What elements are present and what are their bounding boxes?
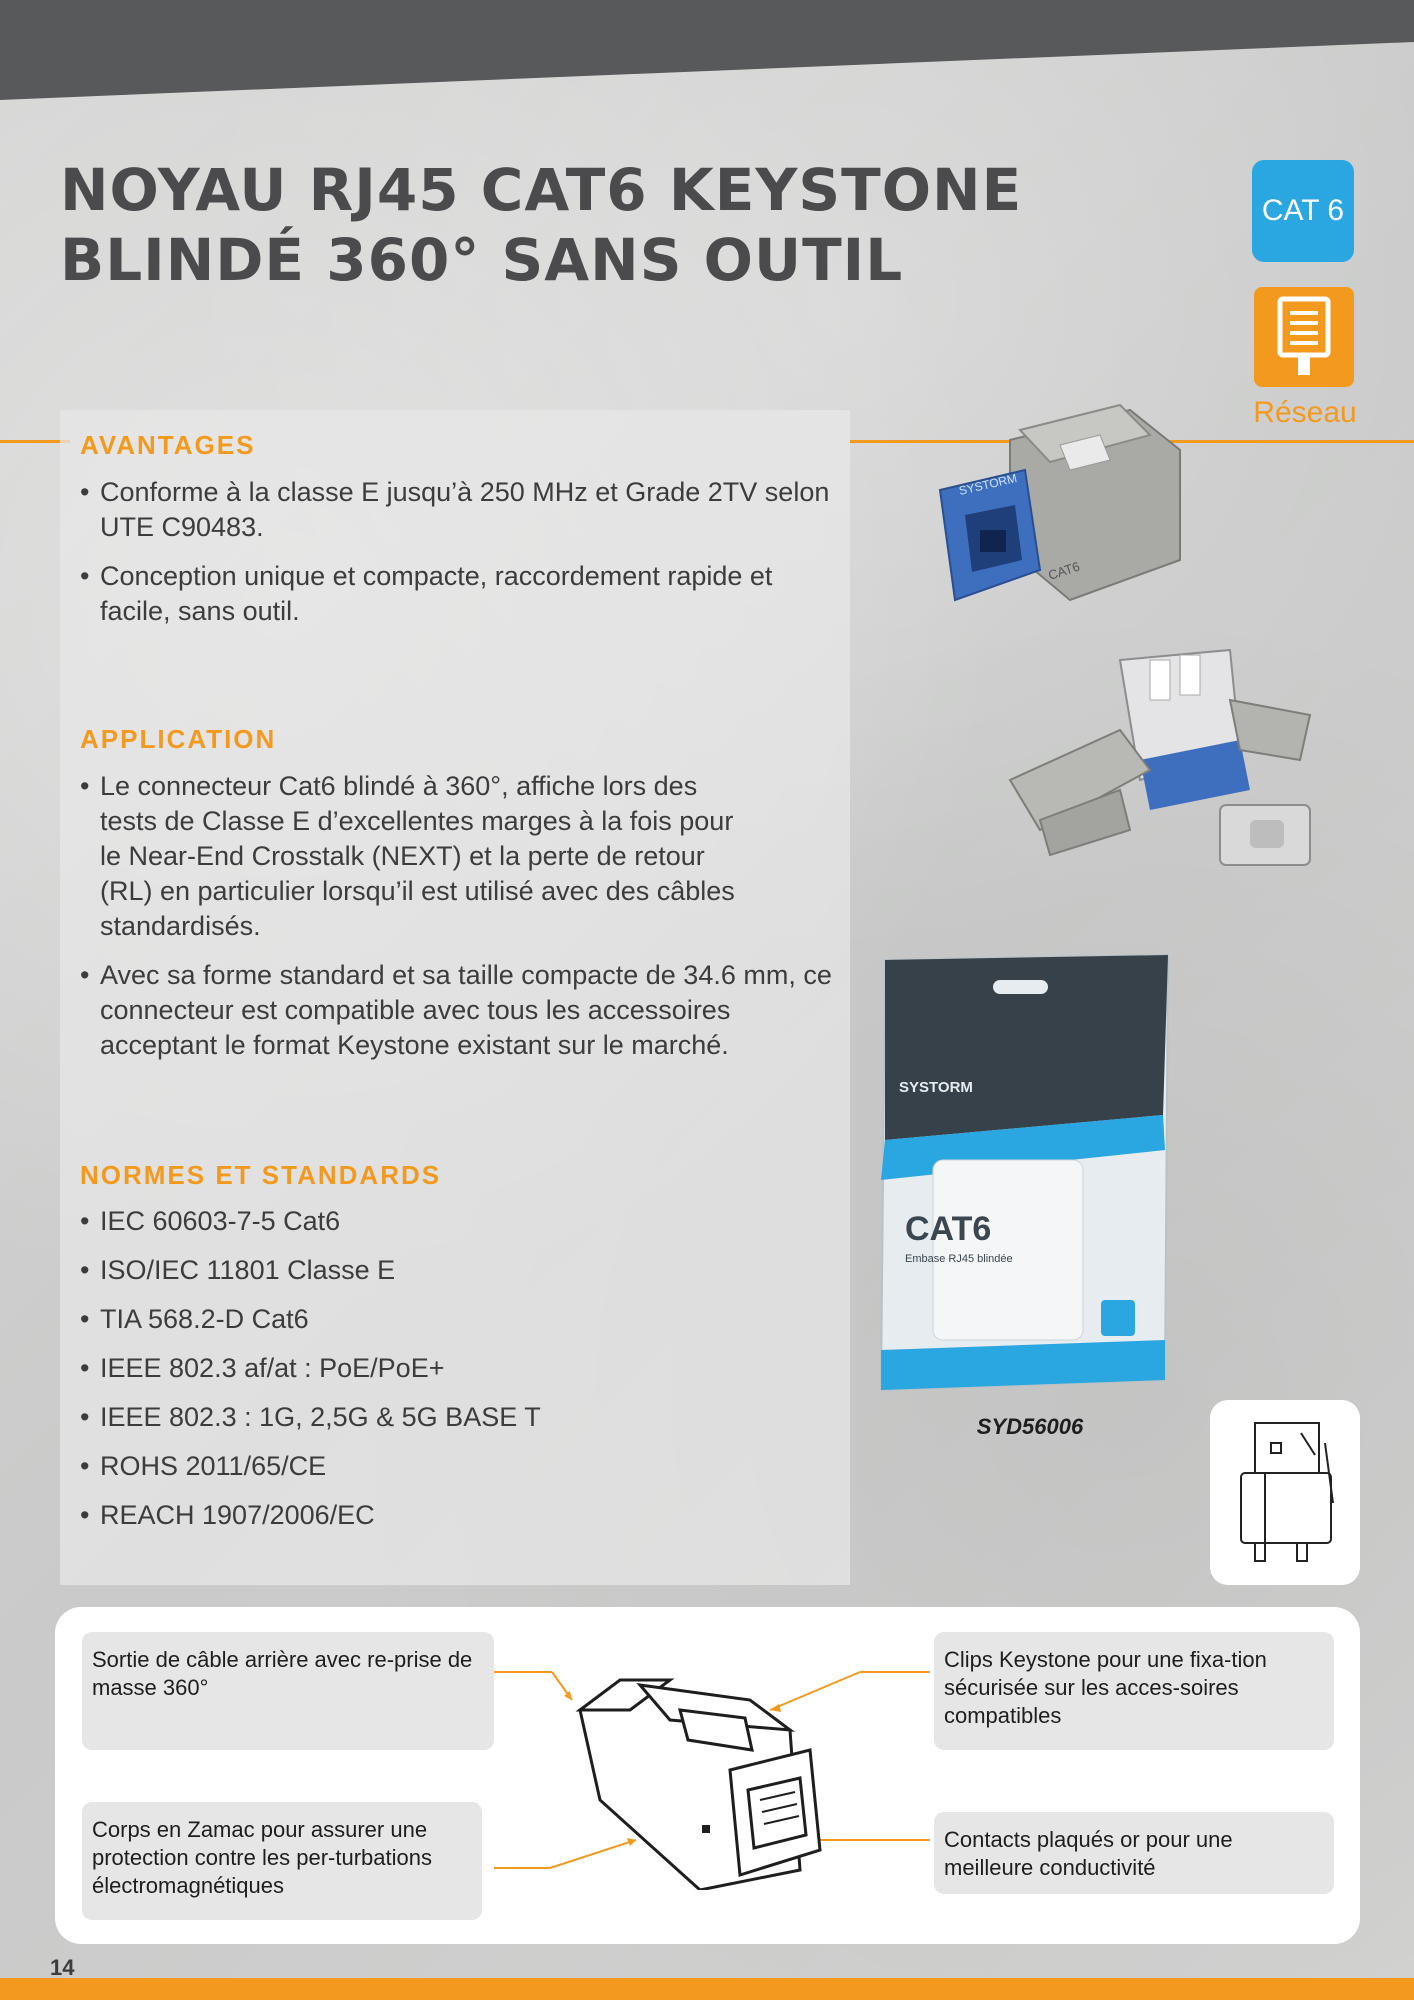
page-title-line1: NOYAU RJ45 CAT6 KEYSTONE <box>60 156 1023 224</box>
list-avantages <box>80 475 840 643</box>
list-application <box>80 769 840 1077</box>
list-item: • Conforme à la classe E jusqu’à 250 MHz et Grade 2TV selon UTE C90483. <box>80 475 840 545</box>
keystone-sketch <box>1210 1400 1360 1585</box>
keystone-open-photo <box>1000 640 1320 900</box>
heading-normes: NORMES ET STANDARDS <box>80 1160 442 1190</box>
keystone-assembled-photo <box>930 400 1190 610</box>
page-title-line2: BLINDÉ 360° SANS OUTIL <box>60 226 904 294</box>
callout-keystone-clips: Clips Keystone pour une fixa-tion sécurisée sur les acces-soires compatibles <box>934 1632 1334 1750</box>
category-badge: CAT 6 <box>1252 160 1354 262</box>
list-item: • ISO/IEC 11801 Classe E <box>80 1253 840 1288</box>
package-title: CAT6 <box>905 1210 992 1248</box>
heading-application: APPLICATION <box>80 724 277 754</box>
callout-zamac-body: Corps en Zamac pour assurer une protection contre les per-turbations électromagnétiques <box>82 1802 482 1920</box>
list-item: • Conception unique et compacte, raccordement rapide et facile, sans outil. <box>80 559 840 629</box>
package-corner: Réseau <box>1093 1342 1128 1353</box>
rj45-plug-icon <box>1254 287 1354 387</box>
keystone-diagram <box>490 1640 930 1890</box>
list-item: • IEC 60603-7-5 Cat6 <box>80 1204 840 1239</box>
list-item: • Avec sa forme standard et sa taille compacte de 34.6 mm, ce connecteur est compatible avec tous les accessoires acceptant le format Keystone existant sur le marché. <box>80 958 840 1063</box>
module-side-text: CAT6 <box>1046 558 1082 583</box>
callout-gold-contacts: Contacts plaqués or pour une meilleure conductivité <box>934 1812 1334 1894</box>
callout-cable-exit: Sortie de câble arrière avec re-prise de masse 360° <box>82 1632 494 1750</box>
page-title <box>60 155 1022 295</box>
list-normes <box>80 1204 840 1547</box>
product-reference: SYD56006 <box>976 1414 1084 1439</box>
page-number: 14 <box>50 1955 75 1980</box>
list-item: • IEEE 802.3 : 1G, 2,5G & 5G BASE T <box>80 1400 840 1435</box>
list-item: • REACH 1907/2006/EC <box>80 1498 840 1533</box>
product-package-photo <box>873 950 1173 1400</box>
heading-avantages: AVANTAGES <box>80 430 256 460</box>
list-item: • ROHS 2011/65/CE <box>80 1449 840 1484</box>
network-label: Réseau <box>1253 396 1357 429</box>
list-item: • Le connecteur Cat6 blindé à 360°, affiche lors des tests de Classe E d’excellentes marges à la fois pour le Near-End Crosstalk (NEXT) et la perte de retour (RL) en particulier lorsqu’il est utilisé avec des câbles standardisés. <box>80 769 760 944</box>
package-brand: SYSTORM <box>899 1079 973 1096</box>
list-item: • IEEE 802.3 af/at : PoE/PoE+ <box>80 1351 840 1386</box>
list-item: • TIA 568.2-D Cat6 <box>80 1302 840 1337</box>
footer-band <box>0 1978 1414 2000</box>
header-band <box>0 0 1414 100</box>
package-subtitle: Embase RJ45 blindée <box>905 1253 1013 1265</box>
module-print: SYSTORM <box>957 470 1019 498</box>
